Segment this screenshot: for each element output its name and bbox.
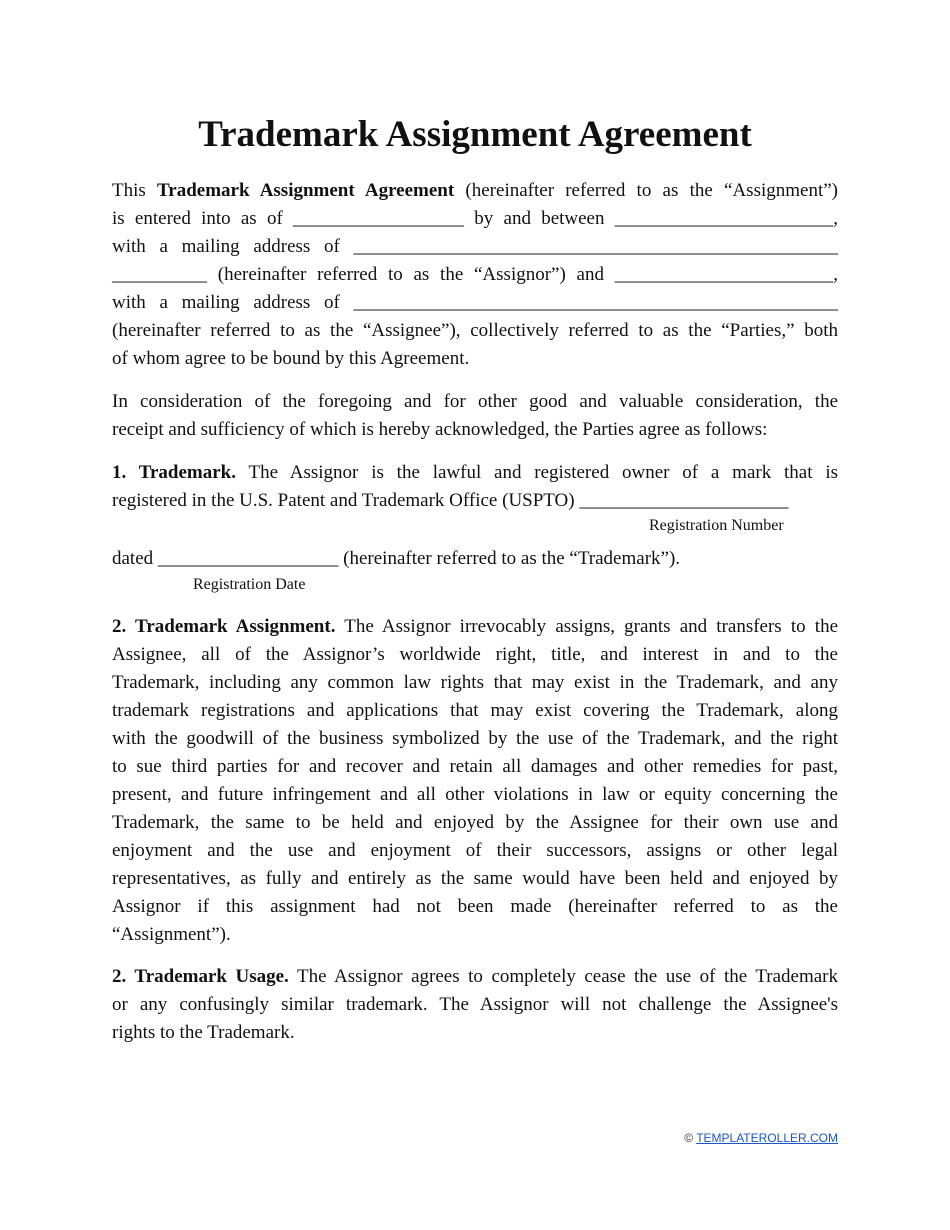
section-2-line: Trademark, including any common law rights that may exist in the Trademark, and any	[112, 672, 838, 693]
section-2-line: “Assignment”).	[112, 924, 231, 945]
section-3-line-3: rights to the Trademark.	[112, 1022, 295, 1043]
intro-line-6: (hereinafter referred to as the “Assignee”), collectively referred to as the “Parties,” both	[112, 320, 838, 341]
registration-date-caption: Registration Date	[193, 576, 306, 593]
intro-line-7: of whom agree to be bound by this Agreement.	[112, 348, 470, 369]
section-2-line: Assignor if this assignment had not been made (hereinafter referred to as the	[112, 896, 838, 917]
intro-paragraph	[112, 177, 838, 373]
section-3-line-1: 2. Trademark Usage. The Assignor agrees to completely cease the use of the Trademark	[112, 966, 839, 987]
page-title: Trademark Assignment Agreement	[198, 114, 752, 155]
section-1-heading: 1. Trademark.	[112, 462, 236, 483]
agreement-name: Trademark Assignment Agreement	[157, 180, 455, 201]
consideration-paragraph	[112, 388, 838, 444]
section-2-line: present, and future infringement and all other violations in law or equity concerning the	[112, 784, 838, 805]
section-3-line-2: or any confusingly similar trademark. The Assignor will not challenge the Assignee's	[112, 994, 838, 1015]
intro-line-5: with a mailing address of ___________________________________________________	[112, 292, 838, 313]
intro-line-3: with a mailing address of ___________________________________________________	[112, 236, 838, 257]
section-2-line: to sue third parties for and recover and retain all damages and other remedies for past,	[112, 756, 838, 777]
section-2-line: representatives, as fully and entirely as the same would have been held and enjoyed by	[112, 868, 838, 889]
registration-number-caption: Registration Number	[649, 517, 784, 534]
section-1-line-3: dated ___________________ (hereinafter referred to as the “Trademark”).	[112, 548, 681, 569]
section-2-line: enjoyment and the use and enjoyment of their successors, assigns or other legal	[112, 840, 838, 861]
section-2-line: Assignee, all of the Assignor’s worldwide right, title, and interest in and to the	[112, 644, 838, 665]
copyright-symbol: ©	[684, 1131, 694, 1145]
section-2-line: trademark registrations and applications that may exist covering the Trademark, along	[112, 700, 838, 721]
section-3-paragraph	[112, 963, 838, 1047]
intro-line-2: is entered into as of __________________ by and between _______________________,	[112, 208, 838, 229]
section-2-heading: 2. Trademark Assignment.	[112, 616, 336, 637]
templateroller-link[interactable]: TEMPLATEROLLER.COM	[696, 1131, 838, 1145]
intro-line-1: This Trademark Assignment Agreement (hereinafter referred to as the “Assignment”)	[112, 180, 838, 201]
section-3-heading: 2. Trademark Usage.	[112, 966, 289, 987]
footer	[684, 1131, 838, 1145]
section-1-paragraph	[112, 459, 838, 515]
section-1-dated	[112, 545, 838, 573]
section-2-line: with the goodwill of the business symbolized by the use of the Trademark, and the right	[112, 728, 838, 749]
section-2-line: Trademark, the same to be held and enjoyed by the Assignee for their own use and	[112, 812, 838, 833]
consideration-line-1: In consideration of the foregoing and for other good and valuable consideration, the	[112, 391, 838, 412]
section-1-line-2: registered in the U.S. Patent and Trademark Office (USPTO) ______________________	[112, 490, 789, 511]
intro-line-4: __________ (hereinafter referred to as the “Assignor”) and _______________________,	[112, 264, 838, 285]
consideration-line-2: receipt and sufficiency of which is hereby acknowledged, the Parties agree as follows:	[112, 419, 768, 440]
section-2-paragraph	[112, 613, 838, 949]
section-2-line-1: 2. Trademark Assignment. The Assignor irrevocably assigns, grants and transfers to the	[112, 616, 838, 637]
section-1-line-1: 1. Trademark. The Assignor is the lawful and registered owner of a mark that is	[112, 462, 838, 483]
